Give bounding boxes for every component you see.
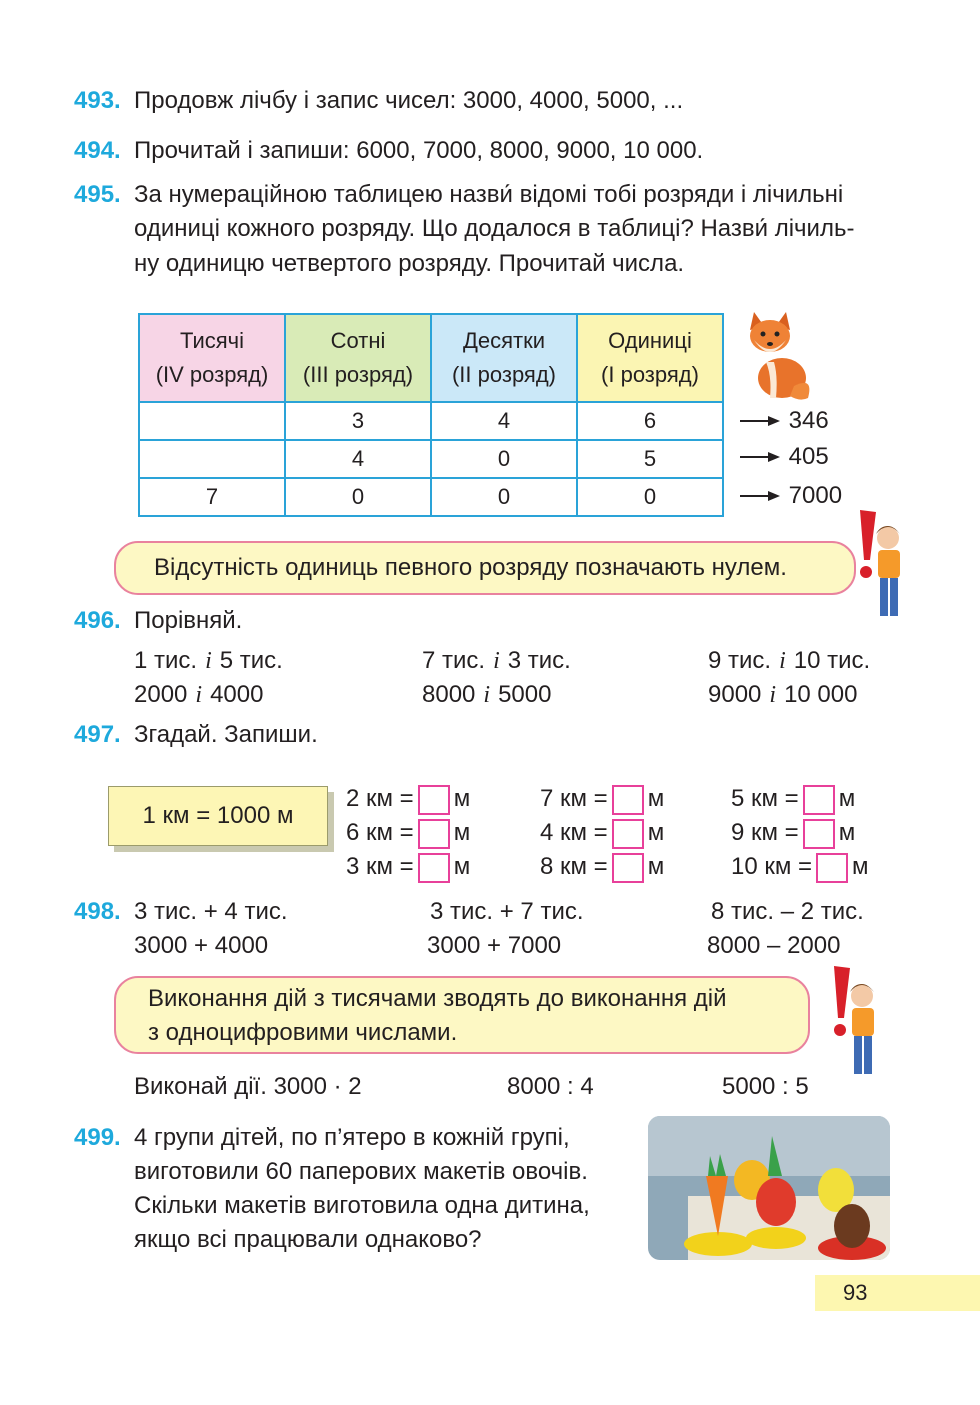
exercise-text: Продовж лічбу і запис чисел: 3000, 4000, 5000, ... — [134, 87, 684, 114]
table-row — [139, 478, 723, 516]
conversion-item: 10 км = м — [731, 850, 869, 884]
task-item: 5000 : 5 — [722, 1073, 809, 1100]
conversion-item: 6 км = м — [346, 816, 470, 850]
header-tens: Десятки (II розряд) — [431, 314, 577, 402]
exercise-text: Прочитай і запиши: 6000, 7000, 8000, 9000, 10 000. — [134, 137, 704, 164]
answer-box[interactable] — [816, 853, 848, 883]
result-number: 405 — [788, 443, 829, 470]
exercise-493 — [74, 84, 684, 118]
exercise-number: 496. — [74, 607, 121, 634]
exercise-499 — [74, 1121, 121, 1155]
table-cell: 0 — [431, 478, 577, 516]
exercise-497 — [74, 718, 318, 752]
result-number: 7000 — [788, 482, 843, 509]
answer-box[interactable] — [418, 819, 450, 849]
table-cell — [139, 440, 285, 478]
arrow-right-icon — [740, 489, 782, 503]
compare-item: 7 тис. і 3 тис. — [422, 647, 571, 674]
exercise-text: Порівняй. — [134, 607, 243, 634]
arrow-right-icon — [740, 450, 782, 464]
rule-text: Відсутність одиниць певного розряду позначають нулем. — [154, 554, 787, 581]
exercise-number: 494. — [74, 137, 121, 164]
rule-box — [114, 976, 810, 1054]
fact-card: 1 км = 1000 м — [108, 786, 328, 846]
table-cell: 5 — [577, 440, 723, 478]
compare-item: 2000 і 4000 — [134, 681, 264, 708]
rule-box — [114, 541, 856, 595]
header-units: Одиниці (I розряд) — [577, 314, 723, 402]
table-cell: 4 — [431, 402, 577, 440]
task-item: 8000 : 4 — [507, 1073, 594, 1100]
answer-box[interactable] — [803, 785, 835, 815]
table-cell: 3 — [285, 402, 431, 440]
exercise-number: 499. — [74, 1124, 121, 1151]
answer-box[interactable] — [418, 785, 450, 815]
expression: 3 тис. + 7 тис. — [430, 898, 584, 925]
expression: 3000 + 4000 — [134, 932, 269, 959]
answer-box[interactable] — [803, 819, 835, 849]
conversion-item: 3 км = м — [346, 850, 470, 884]
exercise-496 — [74, 604, 243, 638]
expression: 8000 – 2000 — [707, 932, 841, 959]
expression: 3 тис. + 4 тис. — [134, 898, 288, 925]
fox-illustration — [742, 306, 814, 402]
paper-vegetables-photo — [648, 1116, 890, 1260]
exercise-494 — [74, 134, 704, 168]
table-cell: 0 — [577, 478, 723, 516]
exercise-number: 498. — [74, 898, 121, 925]
boy-exclamation-illustration — [826, 964, 882, 1078]
arrow-right-icon — [740, 414, 782, 428]
table-cell: 0 — [285, 478, 431, 516]
conversion-item: 2 км = м — [346, 782, 470, 816]
expression: 8 тис. – 2 тис. — [711, 898, 864, 925]
exercise-number: 493. — [74, 87, 121, 114]
exercise-text: Згадай. Запиши. — [134, 721, 318, 748]
conversion-item: 9 км = м — [731, 816, 855, 850]
exercise-499-line: якщо всі працювали однаково? — [134, 1226, 482, 1253]
exercise-number: 497. — [74, 721, 121, 748]
header-thousands: Тисячі (IV розряд) — [139, 314, 285, 402]
exercise-495-line-1: За нумераційною таблицею назви́ відомі тобі розряди і лічильні — [134, 181, 844, 208]
boy-exclamation-illustration — [852, 508, 908, 620]
expression: 3000 + 7000 — [427, 932, 562, 959]
page-number: 93 — [815, 1275, 980, 1311]
compare-item: 9 тис. і 10 тис. — [708, 647, 871, 674]
result-number: 346 — [788, 407, 829, 434]
answer-box[interactable] — [612, 785, 644, 815]
conversion-item: 8 км = м — [540, 850, 664, 884]
exercise-499-line: виготовили 60 паперових макетів овочів. — [134, 1158, 588, 1185]
compare-item: 1 тис. і 5 тис. — [134, 647, 283, 674]
table-cell: 0 — [431, 440, 577, 478]
exercise-495 — [74, 178, 121, 212]
task-label: Виконай дії. 3000 · 2 — [134, 1073, 362, 1100]
conversion-item: 4 км = м — [540, 816, 664, 850]
rule-text: Виконання дій з тисячами зводять до виконання дій — [148, 985, 727, 1012]
table-row — [139, 402, 723, 440]
exercise-499-line: 4 групи дітей, по п’ятеро в кожній групі, — [134, 1124, 570, 1151]
exercise-495-line-2: одиниці кожного розряду. Що додалося в таблиці? Назви́ лічиль- — [134, 215, 855, 242]
table-cell — [139, 402, 285, 440]
compare-item: 8000 і 5000 — [422, 681, 552, 708]
numeration-table — [138, 313, 724, 517]
result-row — [740, 407, 829, 435]
table-cell: 7 — [139, 478, 285, 516]
answer-box[interactable] — [612, 819, 644, 849]
compare-item: 9000 і 10 000 — [708, 681, 858, 708]
answer-box[interactable] — [418, 853, 450, 883]
exercise-number: 495. — [74, 181, 121, 208]
exercise-495-line-3: ну одиницю четвертого розряду. Прочитай числа. — [134, 250, 685, 277]
result-row — [740, 443, 829, 471]
table-row — [139, 440, 723, 478]
exercise-499-line: Скільки макетів виготовила одна дитина, — [134, 1192, 590, 1219]
header-hundreds: Сотні (III розряд) — [285, 314, 431, 402]
conversion-item: 7 км = м — [540, 782, 664, 816]
table-cell: 6 — [577, 402, 723, 440]
answer-box[interactable] — [612, 853, 644, 883]
conversion-item: 5 км = м — [731, 782, 855, 816]
exercise-498 — [74, 895, 121, 929]
rule-text: з одноцифровими числами. — [148, 1019, 458, 1046]
table-cell: 4 — [285, 440, 431, 478]
result-row — [740, 482, 842, 510]
